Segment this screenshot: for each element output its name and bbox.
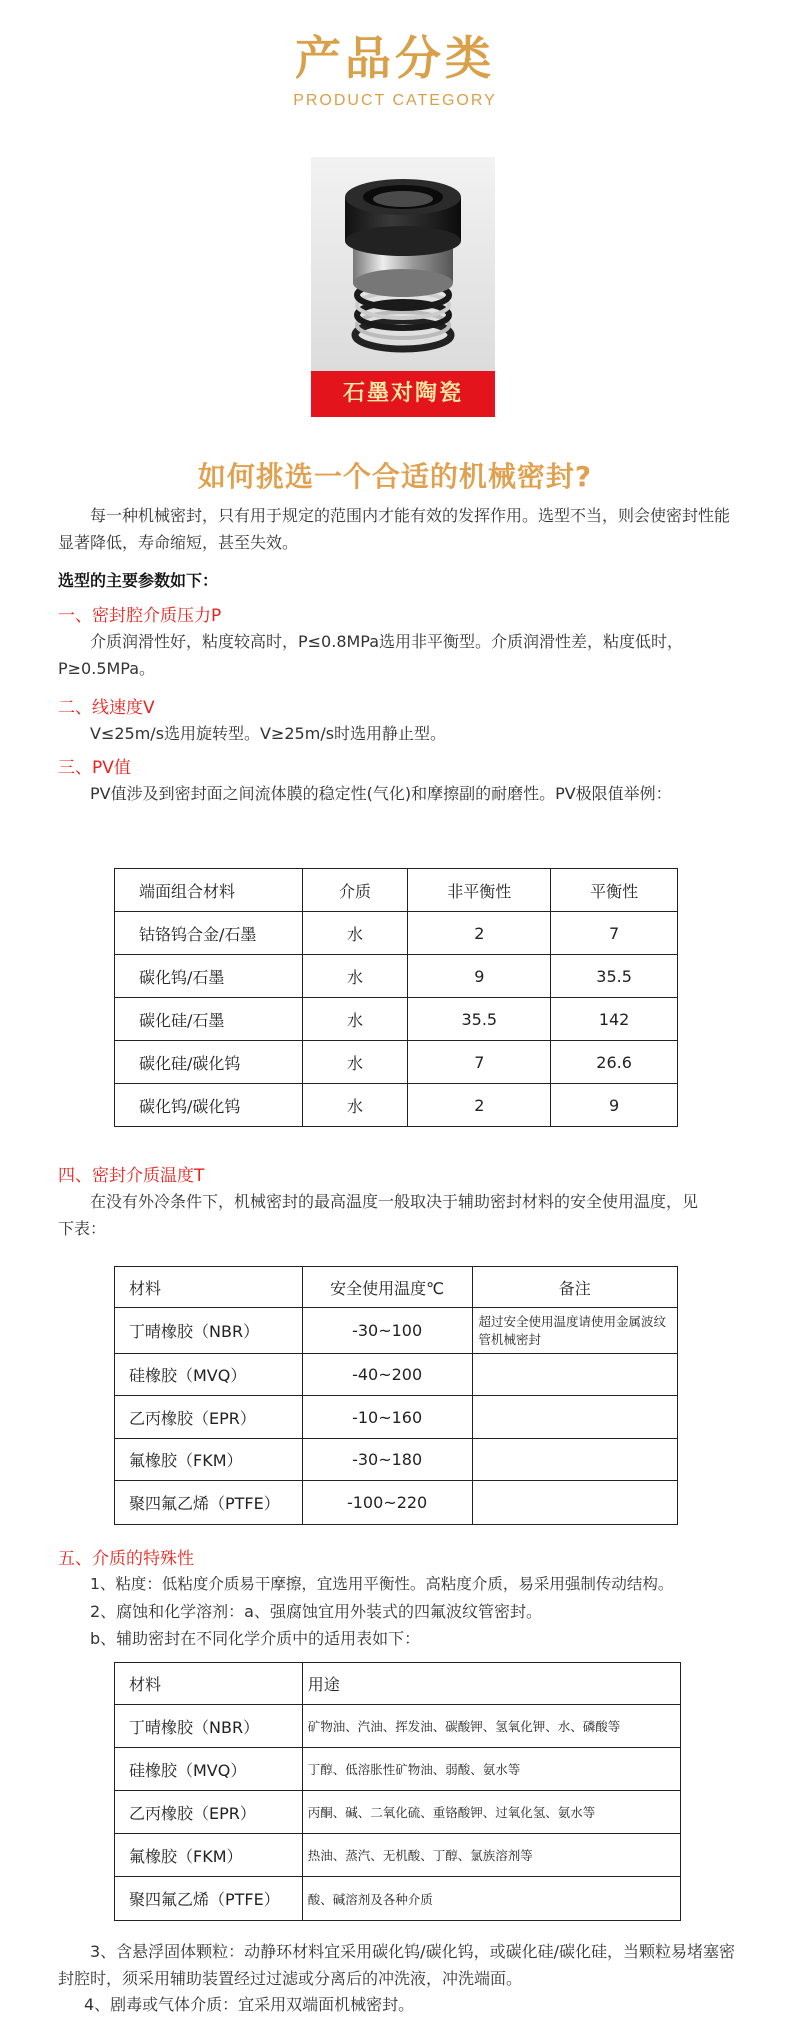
table-row [115, 955, 678, 998]
table-header-cell: 介质 [302, 869, 408, 912]
pressure-title: 一、密封腔介质压力P [58, 606, 222, 626]
pv-text: PV值涉及到密封面之间流体膜的稳定性(气化)和摩擦副的耐磨性。PV极限值举例： [90, 784, 672, 803]
table-cell: 钴铬钨合金/石墨 [115, 912, 303, 955]
table-cell: -40~200 [302, 1354, 472, 1396]
table-cell: 聚四氟乙烯（PTFE） [115, 1481, 303, 1525]
table-cell: 丙酮、碱、二氧化硫、重铬酸钾、过氧化氢、氨水等 [302, 1791, 680, 1834]
table-note-cell [472, 1439, 678, 1481]
viscosity-item: 1、粘度：低粘度介质易干摩擦，宜选用平衡性。高粘度介质，易采用强制传动结构。 [90, 1575, 674, 1593]
table-row [115, 998, 678, 1041]
table-header-cell: 材料 [115, 1663, 303, 1705]
table-row [115, 1084, 678, 1127]
temperature-title: 四、密封介质温度T [58, 1166, 205, 1186]
corrosion-item: 2、腐蚀和化学溶剂：a、强腐蚀宜用外装式的四氟波纹管密封。 [90, 1602, 542, 1621]
table-cell: 142 [551, 998, 678, 1041]
table-cell: 硅橡胶（MVQ） [115, 1354, 303, 1396]
table-cell: 硅橡胶（MVQ） [115, 1748, 303, 1791]
medium-special-title: 五、介质的特殊性 [58, 1549, 194, 1569]
aux-seal-item: b、辅助密封在不同化学介质中的适用表如下： [90, 1629, 421, 1648]
table-cell: 水 [302, 955, 408, 998]
table-cell: 乙丙橡胶（EPR） [115, 1396, 303, 1439]
velocity-title: 二、线速度V [58, 698, 155, 718]
table-cell: 氟橡胶（FKM） [115, 1439, 303, 1481]
table-cell: 氟橡胶（FKM） [115, 1834, 303, 1877]
temperature-text: 在没有外冷条件下，机械密封的最高温度一般取决于辅助密封材料的安全使用温度，见下表： [58, 1192, 699, 1238]
table-cell: 聚四氟乙烯（PTFE） [115, 1877, 303, 1921]
table-cell: 35.5 [551, 955, 678, 998]
table-cell: 水 [302, 1084, 408, 1127]
pv-title: 三、PV值 [58, 758, 131, 778]
table-row [115, 1041, 678, 1084]
params-label: 选型的主要参数如下： [58, 571, 219, 590]
table-cell: 碳化钨/碳化钨 [115, 1084, 303, 1127]
table-note-cell: 超过安全使用温度请使用金属波纹管机械密封 [472, 1308, 678, 1354]
table-cell: -10~160 [302, 1396, 472, 1439]
table-header-row [115, 869, 678, 912]
table-row [115, 1748, 681, 1791]
table-cell: 酸、碱溶剂及各种介质 [302, 1877, 680, 1921]
table-cell: 丁晴橡胶（NBR） [115, 1705, 303, 1748]
table-row [115, 1396, 678, 1439]
table-cell: 水 [302, 1041, 408, 1084]
intro-paragraph: 每一种机械密封，只有用于规定的范围内才能有效的发挥作用。选型不当，则会使密封性能显著降低，寿命缩短，甚至失效。 [58, 506, 731, 552]
table-cell: 2 [408, 912, 551, 955]
table-cell: 碳化硅/碳化钨 [115, 1041, 303, 1084]
chemical-usage-table [114, 1662, 681, 1921]
product-card [311, 157, 495, 417]
pressure-text: 介质润滑性好，粘度较高时，P≤0.8MPa选用非平衡型。介质润滑性差，粘度低时，P≥0.5MPa。 [58, 632, 684, 678]
table-row [115, 1354, 678, 1396]
table-cell: 9 [551, 1084, 678, 1127]
table-cell: -30~100 [302, 1308, 472, 1354]
table-cell: -100~220 [302, 1481, 472, 1525]
page-subtitle: PRODUCT CATEGORY [293, 92, 497, 109]
table-cell: 矿物油、汽油、挥发油、碳酸钾、氢氧化钾、水、磷酸等 [302, 1705, 680, 1748]
velocity-text: V≤25m/s选用旋转型。V≥25m/s时选用静止型。 [90, 724, 447, 743]
table-cell: -30~180 [302, 1439, 472, 1481]
table-cell: 丁醇、低溶胀性矿物油、弱酸、氨水等 [302, 1748, 680, 1791]
table-row [115, 1877, 681, 1921]
table-row [115, 912, 678, 955]
table-cell: 26.6 [551, 1041, 678, 1084]
page-title: 产品分类 [295, 31, 495, 85]
table-cell: 35.5 [408, 998, 551, 1041]
table-row [115, 1705, 681, 1748]
mechanical-seal-image [311, 157, 495, 371]
toxic-gas-item: 4、剧毒或气体介质：宜采用双端面机械密封。 [84, 1995, 415, 2014]
table-cell: 乙丙橡胶（EPR） [115, 1791, 303, 1834]
table-header-cell: 非平衡性 [408, 869, 551, 912]
pv-limit-table [114, 868, 678, 1127]
table-cell: 7 [408, 1041, 551, 1084]
table-note-cell [472, 1481, 678, 1525]
table-row [115, 1481, 678, 1525]
suspended-solids-item: 3、含悬浮固体颗粒：动静环材料宜采用碳化钨/碳化钨，或碳化硅/碳化硅，当颗粒易堵塞密封腔时，须采用辅助装置经过过滤或分离后的冲洗液，冲洗端面。 [58, 1942, 735, 1988]
table-header-cell: 端面组合材料 [115, 869, 303, 912]
table-header-row [115, 1267, 678, 1308]
table-cell: 9 [408, 955, 551, 998]
table-cell: 水 [302, 912, 408, 955]
table-cell: 水 [302, 998, 408, 1041]
section-heading: 如何挑选一个合适的机械密封? [197, 460, 593, 493]
table-header-cell: 用途 [302, 1663, 680, 1705]
table-cell: 热油、蒸汽、无机酸、丁醇、氯族溶剂等 [302, 1834, 680, 1877]
table-cell: 碳化钨/石墨 [115, 955, 303, 998]
table-row [115, 1834, 681, 1877]
table-row [115, 1439, 678, 1481]
table-header-cell: 备注 [472, 1267, 678, 1308]
table-note-cell [472, 1396, 678, 1439]
table-header-row [115, 1663, 681, 1705]
table-cell: 丁晴橡胶（NBR） [115, 1308, 303, 1354]
table-row [115, 1308, 678, 1354]
table-header-cell: 材料 [115, 1267, 303, 1308]
table-cell: 2 [408, 1084, 551, 1127]
table-note-cell [472, 1354, 678, 1396]
table-cell: 碳化硅/石墨 [115, 998, 303, 1041]
table-header-cell: 平衡性 [551, 869, 678, 912]
table-cell: 7 [551, 912, 678, 955]
table-header-cell: 安全使用温度℃ [302, 1267, 472, 1308]
product-caption: 石墨对陶瓷 [311, 371, 495, 417]
temperature-table [114, 1266, 678, 1525]
table-row [115, 1791, 681, 1834]
